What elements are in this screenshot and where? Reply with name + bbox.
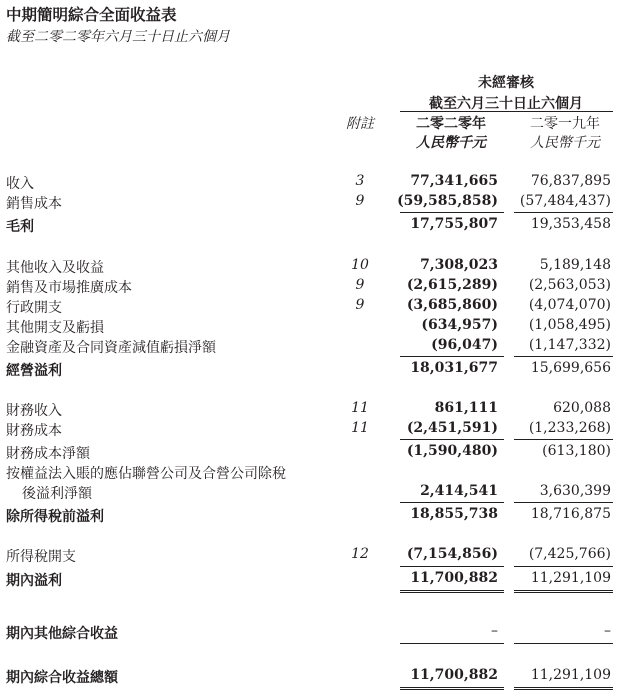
subtotal-rule xyxy=(514,502,613,503)
row-impairment-losses xyxy=(0,336,619,356)
row-prior: 3,630,399 xyxy=(539,483,611,499)
row-admin-expenses xyxy=(0,296,619,316)
total-double-rule xyxy=(400,590,504,593)
statement-title: 中期簡明綜合全面收益表 xyxy=(6,5,177,24)
row-label: 銷售成本 xyxy=(6,196,62,212)
row-prior: 11,291,109 xyxy=(530,667,611,683)
row-finance-income xyxy=(0,399,619,419)
row-label: 其他收入及收益 xyxy=(6,260,104,276)
subtotal-rule xyxy=(400,212,504,213)
header-unit-prior: 人民幣千元 xyxy=(530,135,600,151)
row-operating-profit xyxy=(0,359,619,379)
row-current: 18,031,677 xyxy=(410,360,498,376)
row-label: 財務成本 xyxy=(6,423,62,439)
row-other-expenses xyxy=(0,316,619,336)
row-label: 期內溢利 xyxy=(6,573,62,589)
row-prior: (1,058,495) xyxy=(528,317,611,333)
row-prior: 15,699,656 xyxy=(530,360,611,376)
row-prior: – xyxy=(604,623,611,639)
row-prior: (4,074,070) xyxy=(528,297,611,313)
total-double-rule xyxy=(400,687,504,690)
row-prior: (1,233,268) xyxy=(528,420,611,436)
row-other-income xyxy=(0,256,619,276)
header-year-current: 二零二零年 xyxy=(416,116,486,132)
row-prior: (7,425,766) xyxy=(528,546,611,562)
row-prior: (1,147,332) xyxy=(528,337,611,353)
row-label: 期內其他綜合收益 xyxy=(6,626,118,642)
row-current: 11,700,882 xyxy=(410,570,498,586)
row-label: 其他開支及虧損 xyxy=(6,320,104,336)
row-prior: (613,180) xyxy=(542,443,611,459)
row-current: (2,451,591) xyxy=(406,420,498,436)
row-finance-costs xyxy=(0,419,619,439)
row-note: 9 xyxy=(355,277,365,293)
header-unit-current: 人民幣千元 xyxy=(416,135,486,151)
row-current: (96,047) xyxy=(431,337,498,353)
row-revenue xyxy=(0,172,619,192)
row-note: 3 xyxy=(355,173,365,189)
row-note: 11 xyxy=(351,420,369,436)
row-current: 7,308,023 xyxy=(420,257,498,273)
row-note: 9 xyxy=(355,297,365,313)
row-gross-profit xyxy=(0,215,619,235)
row-current: (59,585,858) xyxy=(397,193,498,209)
row-note: 11 xyxy=(351,400,369,416)
subtotal-rule xyxy=(400,356,504,357)
row-label: 按權益法入賬的應佔聯營公司及合營公司除稅 xyxy=(6,466,286,482)
row-current: 2,414,541 xyxy=(420,483,498,499)
row-label: 毛利 xyxy=(6,219,34,235)
row-prior: 76,837,895 xyxy=(530,173,611,189)
header-note-column: 附註 xyxy=(346,116,374,132)
total-double-rule xyxy=(514,590,613,593)
row-label: 經營溢利 xyxy=(6,363,62,379)
row-current: 861,111 xyxy=(434,400,498,416)
row-net-finance-costs xyxy=(0,442,619,462)
row-note: 10 xyxy=(351,257,369,273)
row-label: 銷售及市場推廣成本 xyxy=(6,280,132,296)
row-label: 行政開支 xyxy=(6,300,62,316)
row-income-tax xyxy=(0,545,619,565)
row-current: 77,341,665 xyxy=(410,173,498,189)
row-label: 收入 xyxy=(6,176,34,192)
row-current: (1,590,480) xyxy=(406,443,498,459)
row-share-of-associates-cont xyxy=(0,482,619,502)
row-prior: 620,088 xyxy=(553,400,611,416)
subtotal-rule xyxy=(400,502,504,503)
row-share-of-associates xyxy=(0,462,619,482)
row-label: 金融資產及合同資產減值虧損淨額 xyxy=(6,340,216,356)
row-prior: (57,484,437) xyxy=(519,193,611,209)
total-double-rule xyxy=(514,687,613,690)
row-label: 後溢利淨額 xyxy=(22,486,92,502)
header-period-rule xyxy=(400,111,613,112)
row-prior: (2,563,053) xyxy=(528,277,611,293)
row-profit-before-tax xyxy=(0,505,619,525)
header-unaudited: 未經審核 xyxy=(478,75,534,91)
header-period: 截至六月三十日止六個月 xyxy=(429,96,583,112)
header-year-prior: 二零一九年 xyxy=(530,116,600,132)
row-other-comprehensive-income xyxy=(0,622,619,642)
row-total-comprehensive-income xyxy=(0,666,619,686)
row-label: 財務成本淨額 xyxy=(6,446,90,462)
subtotal-rule xyxy=(514,643,613,644)
row-current: (3,685,860) xyxy=(406,297,498,313)
row-prior: 19,353,458 xyxy=(530,216,611,232)
row-current: (2,615,289) xyxy=(406,277,498,293)
subtotal-rule xyxy=(400,643,504,644)
row-profit-for-period xyxy=(0,569,619,589)
row-current: (634,957) xyxy=(421,317,498,333)
row-label: 財務收入 xyxy=(6,403,62,419)
row-current: 18,855,738 xyxy=(410,506,498,522)
row-cost-of-sales xyxy=(0,192,619,212)
subtotal-rule xyxy=(514,566,613,567)
row-label: 除所得稅前溢利 xyxy=(6,509,104,525)
subtotal-rule xyxy=(400,566,504,567)
row-current: (7,154,856) xyxy=(406,546,498,562)
row-current: – xyxy=(491,623,498,639)
row-label: 所得稅開支 xyxy=(6,549,76,565)
statement-subtitle: 截至二零二零年六月三十日止六個月 xyxy=(6,29,230,45)
subtotal-rule xyxy=(514,212,613,213)
row-label: 期內綜合收益總額 xyxy=(6,670,118,686)
subtotal-rule xyxy=(400,439,504,440)
row-selling-costs xyxy=(0,276,619,296)
subtotal-rule xyxy=(514,356,613,357)
row-prior: 11,291,109 xyxy=(530,570,611,586)
row-note: 9 xyxy=(355,193,365,209)
row-prior: 18,716,875 xyxy=(530,506,611,522)
row-current: 17,755,807 xyxy=(410,216,498,232)
subtotal-rule xyxy=(514,439,613,440)
row-current: 11,700,882 xyxy=(410,667,498,683)
row-prior: 5,189,148 xyxy=(539,257,611,273)
row-note: 12 xyxy=(351,546,369,562)
